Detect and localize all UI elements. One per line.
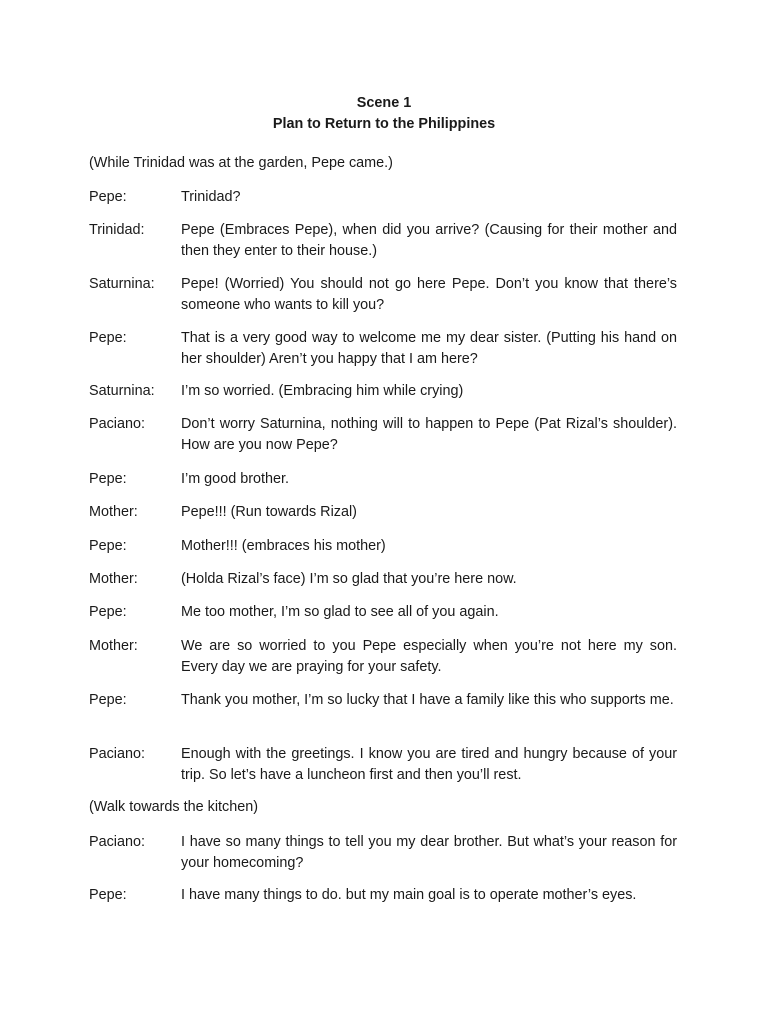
- dialogue-line: [0, 636, 768, 678]
- dialogue-text: I’m so worried. (Embracing him while crying): [181, 383, 464, 399]
- dialogue-line: [0, 220, 768, 262]
- dialogue-text: (Holda Rizal’s face) I’m so glad that you’re here now.: [181, 571, 517, 587]
- dialogue-line: [0, 832, 768, 874]
- dialogue-text: We are so worried to you Pepe especially when you’re not here my son. Every day we are praying for your safety.: [181, 638, 677, 675]
- speaker-name: Mother:: [89, 638, 138, 654]
- speaker-name: Mother:: [89, 504, 138, 520]
- dialogue-text: Enough with the greetings. I know you are tired and hungry because of your trip. So let’s have a luncheon first and then you’ll rest.: [181, 746, 677, 783]
- dialogue-text: I’m good brother.: [181, 471, 289, 487]
- speaker-name: Mother:: [89, 571, 138, 587]
- dialogue-line: [0, 328, 768, 370]
- speaker-name: Pepe:: [89, 471, 127, 487]
- speaker-name: Pepe:: [89, 330, 127, 346]
- dialogue-text: Me too mother, I’m so glad to see all of you again.: [181, 604, 499, 620]
- dialogue-text: Pepe!!! (Run towards Rizal): [181, 504, 357, 520]
- speaker-name: Pepe:: [89, 189, 127, 205]
- scene-title: Plan to Return to the Philippines: [272, 116, 496, 132]
- dialogue-text: Mother!!! (embraces his mother): [181, 538, 386, 554]
- dialogue-line: [0, 414, 768, 456]
- dialogue-text: Pepe (Embraces Pepe), when did you arrive? (Causing for their mother and then they enter to their house.): [181, 222, 677, 259]
- speaker-name: Paciano:: [89, 834, 146, 850]
- speaker-name: Pepe:: [89, 692, 127, 708]
- dialogue-text: I have many things to do. but my main goal is to operate mother’s eyes.: [181, 887, 637, 903]
- speaker-name: Trinidad:: [89, 222, 145, 238]
- speaker-name: Saturnina:: [89, 383, 155, 399]
- dialogue-text: That is a very good way to welcome me my dear sister. (Putting his hand on her shoulder) Aren’t you happy that I am here?: [181, 330, 677, 367]
- speaker-name: Saturnina:: [89, 276, 155, 292]
- dialogue-text: Thank you mother, I’m so lucky that I have a family like this who supports me.: [181, 692, 674, 708]
- dialogue-line: [0, 274, 768, 316]
- scene-number: Scene 1: [356, 95, 412, 111]
- dialogue-line: [0, 744, 768, 786]
- dialogue-line: [0, 690, 768, 732]
- dialogue-text: Pepe! (Worried) You should not go here Pepe. Don’t you know that there’s someone who wants to kill you?: [181, 276, 677, 313]
- speaker-name: Pepe:: [89, 538, 127, 554]
- dialogue-text: Trinidad?: [181, 189, 241, 205]
- stage-direction-opening: (While Trinidad was at the garden, Pepe came.): [89, 155, 393, 171]
- dialogue-line: [0, 885, 768, 927]
- speaker-name: Paciano:: [89, 416, 146, 432]
- dialogue-text: Don’t worry Saturnina, nothing will to happen to Pepe (Pat Rizal’s shoulder). How are you now Pepe?: [181, 416, 677, 453]
- dialogue-text: I have so many things to tell you my dear brother. But what’s your reason for your homecoming?: [181, 834, 677, 871]
- speaker-name: Pepe:: [89, 604, 127, 620]
- stage-direction-kitchen: (Walk towards the kitchen): [89, 799, 259, 815]
- speaker-name: Paciano:: [89, 746, 146, 762]
- speaker-name: Pepe:: [89, 887, 127, 903]
